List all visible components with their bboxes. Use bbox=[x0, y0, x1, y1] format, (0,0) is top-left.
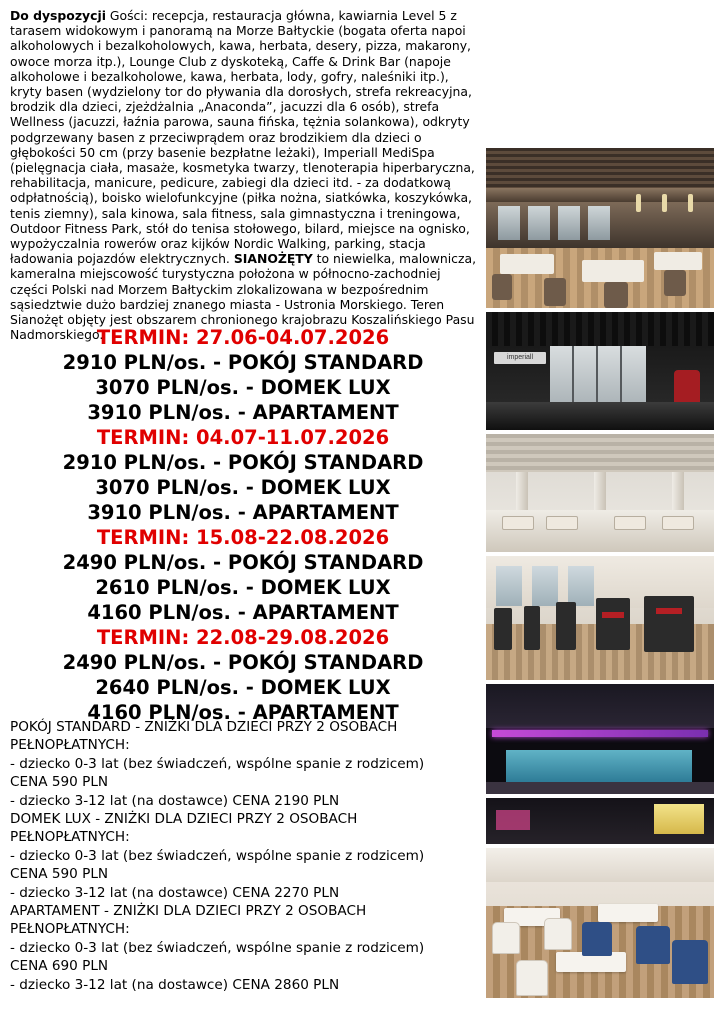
window bbox=[532, 566, 558, 606]
dining-table bbox=[500, 254, 554, 274]
term-header: TERMIN: 27.06-04.07.2026 bbox=[96, 326, 390, 349]
term-header: TERMIN: 04.07-11.07.2026 bbox=[96, 426, 390, 449]
photo-fitness-gym bbox=[486, 556, 714, 680]
glass-partition bbox=[550, 346, 646, 402]
term-group bbox=[10, 325, 476, 425]
term-price-line: 3070 PLN/os. - DOMEK LUX bbox=[95, 476, 391, 499]
dining-table bbox=[582, 260, 644, 282]
projection-screen bbox=[654, 804, 704, 834]
gym-machine bbox=[596, 598, 630, 650]
white-chair bbox=[544, 918, 572, 950]
wall-light bbox=[496, 810, 530, 830]
window bbox=[496, 566, 522, 606]
white-chair bbox=[492, 922, 520, 954]
discount-line: - dziecko 0-3 lat (bez świadczeń, wspólne spanie z rodzicem) bbox=[10, 755, 425, 772]
window bbox=[558, 206, 580, 240]
discount-line: PEŁNOPŁATNYCH: bbox=[10, 921, 130, 938]
term-price-line: 4160 PLN/os. - APARTAMENT bbox=[87, 701, 399, 724]
discount-line: - dziecko 3-12 lat (na dostawce) CENA 2270 PLN bbox=[10, 884, 340, 901]
lounger bbox=[502, 516, 534, 530]
term-price-line: 3070 PLN/os. - DOMEK LUX bbox=[95, 376, 391, 399]
machine-accent bbox=[656, 608, 682, 614]
blue-tufted-chair bbox=[636, 926, 670, 964]
mullion bbox=[572, 346, 574, 402]
discount-line: PEŁNOPŁATNYCH: bbox=[10, 737, 130, 754]
mullion bbox=[620, 346, 622, 402]
discount-line: CENA 690 PLN bbox=[10, 958, 109, 975]
chair bbox=[492, 274, 512, 300]
white-chair bbox=[516, 960, 548, 996]
window bbox=[588, 206, 610, 240]
chair bbox=[604, 282, 628, 308]
discount-line: POKÓJ STANDARD - ZNIŻKI DLA DZIECI PRZY 2 OSOBACH bbox=[10, 719, 398, 735]
term-price-line: 3910 PLN/os. - APARTAMENT bbox=[87, 401, 399, 424]
pendant-lamp bbox=[688, 194, 693, 212]
discount-line: - dziecko 3-12 lat (na dostawce) CENA 2860 PLN bbox=[10, 976, 340, 993]
term-group bbox=[10, 425, 476, 525]
chair bbox=[664, 270, 686, 296]
ceiling-beam bbox=[486, 188, 714, 202]
mullion bbox=[596, 346, 598, 402]
pool-wall bbox=[486, 684, 714, 728]
pendant-lamp bbox=[662, 194, 667, 212]
blue-tufted-chair bbox=[582, 922, 612, 956]
term-price-line: 3910 PLN/os. - APARTAMENT bbox=[87, 501, 399, 524]
machine-accent bbox=[602, 612, 624, 618]
term-group bbox=[10, 625, 476, 725]
pendant-lamp bbox=[636, 194, 641, 212]
brand-sign: imperiall bbox=[494, 352, 546, 364]
photo-cinema-room bbox=[486, 798, 714, 844]
window bbox=[498, 206, 520, 240]
photo-pool-hall bbox=[486, 434, 714, 552]
photo-gallery bbox=[486, 148, 714, 1002]
term-price-line: 2490 PLN/os. - POKÓJ STANDARD bbox=[62, 651, 424, 674]
term-price-line: 4160 PLN/os. - APARTAMENT bbox=[87, 601, 399, 624]
chair bbox=[544, 278, 566, 306]
intro-lead-bold: Do dyspozycji bbox=[10, 8, 106, 23]
term-price-line: 2910 PLN/os. - POKÓJ STANDARD bbox=[62, 451, 424, 474]
discount-line: CENA 590 PLN bbox=[10, 866, 109, 883]
lounger bbox=[614, 516, 646, 530]
term-header: TERMIN: 22.08-29.08.2026 bbox=[96, 626, 390, 649]
dark-floor bbox=[486, 402, 714, 430]
intro-body: Gości: recepcja, restauracja główna, kawiarnia Level 5 z tarasem widokowym i panoramą na Morze Bałtyckie (bogata oferta napoi alkoholowych i bezalkoholowych, kawa, herbata, desery, pizza, makarony, owoce morza itp.), Lounge Club z dyskoteką, Caffe & Drink Bar (napoje alkoholowe i bezalkoholowe, kawa, herbata, lody, gofry, naleśniki itp.), kryty basen (wydzielony tor do pływania dla dorosłych, strefa rekreacyjna, brodzik dla dzieci, zjeżdżalnia „Anaconda”, jacuzzi dla 6 osób), strefa Wellness (jacuzzi, łaźnia parowa, sauna fińska, tężnia solankowa), odkryty podgrzewany basen z przeciwprądem oraz brodzikiem dla dzieci o głębokości 50 cm (przy basenie bezpłatne leżaki), Imperiall MediSpa (pielęgnacja ciała, masaże, kosmetyka twarzy, tlenoterapia hiperbaryczna, rehabilitacja, manicure, pedicure, zabiegi dla dzieci itd. - za dodatkową odpłatnością), boisko wielofunkcyjne (piłka nożna, siatkówka, koszykówka, tenis ziemny), sala kinowa, sala fitness, sala gimnastyczna i treningowa, Outdoor Fitness Park, stół do tenisa stołowego, bilard, miejsce na ognisko, wypożyczalnia rowerów oraz kijków Nordic Walking, parking, stacja ładowania pojazdów elektrycznych. bbox=[10, 8, 475, 267]
lounger bbox=[662, 516, 694, 530]
intro-lead-bold-2: SIANOŻĘTY bbox=[233, 251, 313, 267]
price-terms-block bbox=[10, 325, 476, 725]
dining-table bbox=[654, 252, 702, 270]
blue-tufted-chair bbox=[672, 940, 708, 984]
gym-machine bbox=[494, 608, 512, 650]
discount-line: - dziecko 0-3 lat (bez świadczeń, wspólne spanie z rodzicem) bbox=[10, 939, 425, 956]
term-price-line: 2610 PLN/os. - DOMEK LUX bbox=[95, 576, 391, 599]
term-price-line: 2910 PLN/os. - POKÓJ STANDARD bbox=[62, 351, 424, 374]
discount-line: PEŁNOPŁATNYCH: bbox=[10, 829, 130, 846]
red-armchair bbox=[674, 370, 700, 404]
pool-deck bbox=[486, 782, 714, 794]
photo-indoor-pool-night bbox=[486, 684, 714, 794]
term-header: TERMIN: 15.08-22.08.2026 bbox=[96, 526, 390, 549]
gym-machine bbox=[644, 596, 694, 652]
window bbox=[568, 566, 594, 606]
intro-body-2: to niewielka, malownicza, kameralna miejscowość turystyczna położona w północno-zachodniej części Polski nad Morzem Bałtyckim zlokalizowana w bezpośrednim sąsiedztwie dużo bardziej znanego miasta - Ustronia Morskiego. Teren Sianożęt objęty jest obszarem chronionego krajobrazu Koszalińskiego Pasu Nadmorskiego. bbox=[10, 251, 477, 343]
term-group bbox=[10, 525, 476, 625]
term-price-line: 2640 PLN/os. - DOMEK LUX bbox=[95, 676, 391, 699]
window bbox=[528, 206, 550, 240]
discount-line: APARTAMENT - ZNIŻKI DLA DZIECI PRZY 2 OSOBACH bbox=[10, 903, 367, 920]
discount-line: DOMEK LUX - ZNIŻKI DLA DZIECI PRZY 2 OSOBACH bbox=[10, 811, 358, 828]
discount-line: CENA 590 PLN bbox=[10, 774, 109, 791]
discount-line: - dziecko 3-12 lat (na dostawce) CENA 2190 PLN bbox=[10, 792, 340, 809]
lounger bbox=[546, 516, 578, 530]
gym-machine bbox=[556, 602, 576, 650]
photo-restaurant-terrace bbox=[486, 148, 714, 308]
dark-ceiling bbox=[486, 312, 714, 346]
photo-lounge-bar bbox=[486, 312, 714, 430]
child-discounts-block bbox=[10, 718, 480, 994]
intro-paragraph bbox=[10, 8, 476, 342]
ceiling bbox=[486, 848, 714, 882]
photo-restaurant-blue-chairs bbox=[486, 848, 714, 998]
slatted-ceiling bbox=[486, 434, 714, 472]
gym-machine bbox=[524, 606, 540, 650]
term-price-line: 2490 PLN/os. - POKÓJ STANDARD bbox=[62, 551, 424, 574]
pool-water bbox=[506, 750, 692, 786]
neon-light-strip bbox=[492, 730, 708, 737]
dining-table bbox=[598, 904, 658, 922]
discount-line: - dziecko 0-3 lat (bez świadczeń, wspólne spanie z rodzicem) bbox=[10, 847, 425, 864]
